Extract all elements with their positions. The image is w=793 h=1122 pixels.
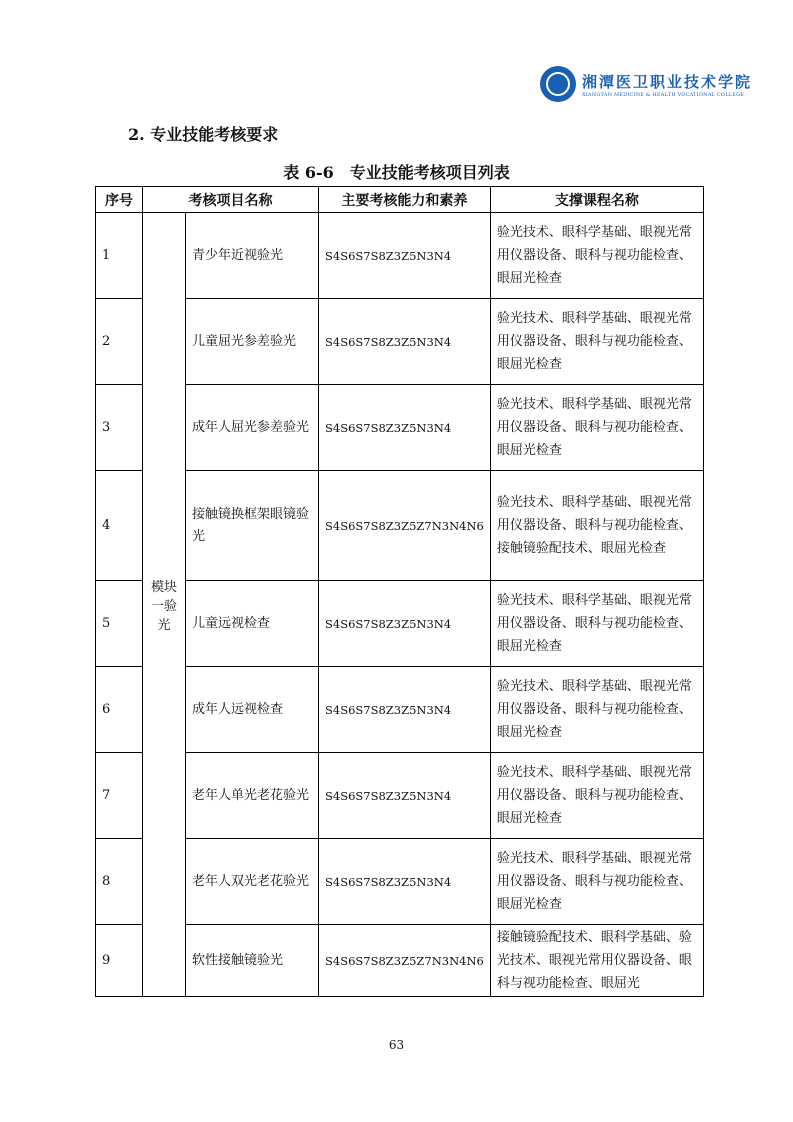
table-row <box>96 213 704 299</box>
logo-name-en: XIANGTAN MEDICINE & HEALTH VOCATIONAL COLLEGE <box>582 91 745 98</box>
ability-code: S4S6S7S8Z3Z5Z7N3N4N6 <box>319 925 491 997</box>
item-name: 老年人单光老花验光 <box>186 753 319 839</box>
ability-code: S4S6S7S8Z3Z5N3N4 <box>319 299 491 385</box>
row-no: 5 <box>96 581 143 667</box>
table-row <box>96 753 704 839</box>
section-title: 2. 专业技能考核要求 <box>128 125 279 144</box>
course-names: 验光技术、眼科学基础、眼视光常用仪器设备、眼科与视功能检查、眼屈光检查 <box>490 299 703 385</box>
module-cell: 模块一验光 <box>143 213 186 997</box>
course-names: 验光技术、眼科学基础、眼视光常用仪器设备、眼科与视功能检查、眼屈光检查 <box>490 213 703 299</box>
table-header-row <box>96 187 704 213</box>
course-names: 验光技术、眼科学基础、眼视光常用仪器设备、眼科与视功能检查、眼屈光检查 <box>490 581 703 667</box>
header-ability: 主要考核能力和素养 <box>319 187 491 213</box>
college-seal-icon <box>540 66 576 102</box>
table-row <box>96 925 704 997</box>
ability-code: S4S6S7S8Z3Z5N3N4 <box>319 213 491 299</box>
row-no: 7 <box>96 753 143 839</box>
course-names: 接触镜验配技术、眼科学基础、验光技术、眼视光常用仪器设备、眼科与视功能检查、眼屈光 <box>490 925 703 997</box>
item-name: 接触镜换框架眼镜验光 <box>186 471 319 581</box>
table-row <box>96 471 704 581</box>
header-item-name: 考核项目名称 <box>143 187 319 213</box>
course-names: 验光技术、眼科学基础、眼视光常用仪器设备、眼科与视功能检查、眼屈光检查 <box>490 753 703 839</box>
assessment-table <box>95 186 704 997</box>
course-names: 验光技术、眼科学基础、眼视光常用仪器设备、眼科与视功能检查、眼屈光检查 <box>490 839 703 925</box>
row-no: 9 <box>96 925 143 997</box>
item-name: 儿童屈光参差验光 <box>186 299 319 385</box>
table-row <box>96 839 704 925</box>
item-name: 老年人双光老花验光 <box>186 839 319 925</box>
ability-code: S4S6S7S8Z3Z5N3N4 <box>319 385 491 471</box>
college-logo <box>540 66 752 102</box>
ability-code: S4S6S7S8Z3Z5N3N4 <box>319 753 491 839</box>
item-name: 儿童远视检查 <box>186 581 319 667</box>
table-caption: 表 6-6 专业技能考核项目列表 <box>283 163 510 182</box>
table-row <box>96 581 704 667</box>
page-number: 63 <box>388 1038 405 1052</box>
ability-code: S4S6S7S8Z3Z5Z7N3N4N6 <box>319 471 491 581</box>
course-names: 验光技术、眼科学基础、眼视光常用仪器设备、眼科与视功能检查、眼屈光检查 <box>490 385 703 471</box>
row-no: 6 <box>96 667 143 753</box>
ability-code: S4S6S7S8Z3Z5N3N4 <box>319 839 491 925</box>
item-name: 软性接触镜验光 <box>186 925 319 997</box>
table-row <box>96 299 704 385</box>
course-names: 验光技术、眼科学基础、眼视光常用仪器设备、眼科与视功能检查、接触镜验配技术、眼屈光检查 <box>490 471 703 581</box>
item-name: 青少年近视验光 <box>186 213 319 299</box>
row-no: 1 <box>96 213 143 299</box>
ability-code: S4S6S7S8Z3Z5N3N4 <box>319 581 491 667</box>
item-name: 成年人远视检查 <box>186 667 319 753</box>
row-no: 8 <box>96 839 143 925</box>
row-no: 3 <box>96 385 143 471</box>
header-no: 序号 <box>96 187 143 213</box>
ability-code: S4S6S7S8Z3Z5N3N4 <box>319 667 491 753</box>
course-names: 验光技术、眼科学基础、眼视光常用仪器设备、眼科与视功能检查、眼屈光检查 <box>490 667 703 753</box>
row-no: 4 <box>96 471 143 581</box>
logo-name-cn: 湘潭医卫职业技术学院 <box>582 72 753 91</box>
header-course: 支撑课程名称 <box>490 187 703 213</box>
item-name: 成年人屈光参差验光 <box>186 385 319 471</box>
row-no: 2 <box>96 299 143 385</box>
table-row <box>96 667 704 753</box>
table-row <box>96 385 704 471</box>
